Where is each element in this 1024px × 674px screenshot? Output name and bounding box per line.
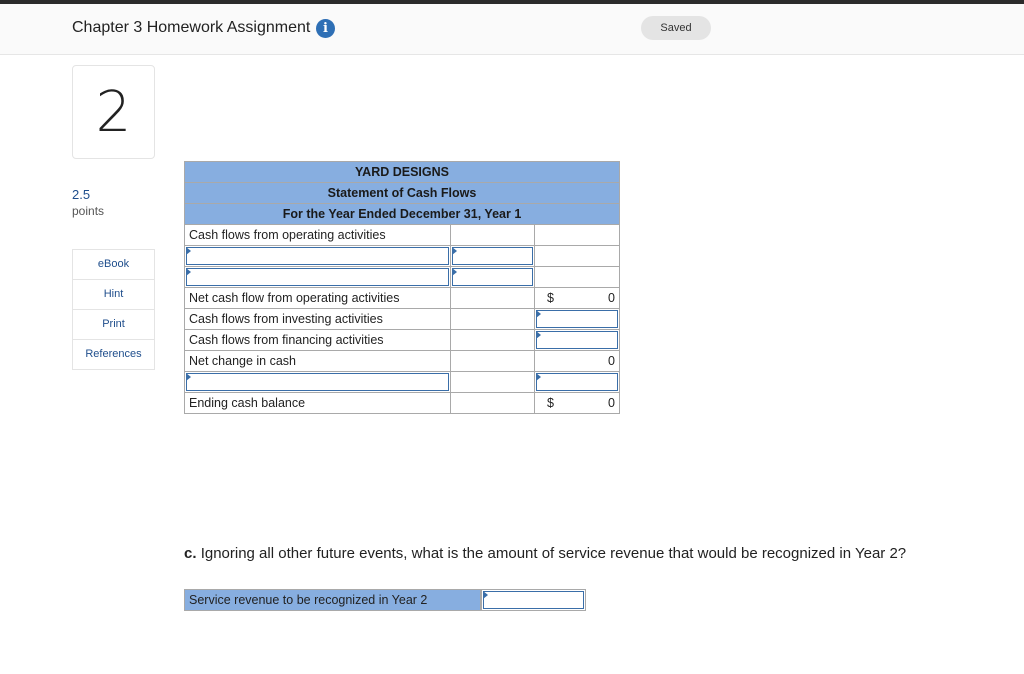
table-row: [185, 267, 620, 288]
ebook-link[interactable]: eBook: [73, 250, 154, 280]
question-number: 2: [95, 80, 132, 145]
service-revenue-label: Service revenue to be recognized in Year 2: [184, 589, 481, 611]
header: [0, 4, 1024, 55]
table-row: [185, 309, 620, 330]
net-operating-value: 0: [608, 291, 615, 305]
points-label: points: [72, 204, 105, 218]
table-row: [185, 288, 620, 309]
service-revenue-input[interactable]: [481, 589, 586, 611]
beginning-cash-amount-input[interactable]: [535, 372, 620, 393]
table-row: [185, 393, 620, 414]
ending-value: 0: [608, 396, 615, 410]
operating-item-2-amount-input[interactable]: [451, 267, 535, 288]
part-c-label: c.: [184, 545, 197, 562]
operating-item-1-amount-input[interactable]: [451, 246, 535, 267]
statement-name: Statement of Cash Flows: [185, 183, 620, 204]
financing-label: Cash flows from financing activities: [185, 330, 451, 351]
table-row: [185, 246, 620, 267]
net-operating-amount: [535, 288, 620, 309]
cash-flow-statement: [184, 161, 620, 414]
financing-amount-input[interactable]: [535, 330, 620, 351]
ending-label: Ending cash balance: [185, 393, 451, 414]
dollar-sign: $: [547, 291, 554, 305]
header-row: [185, 183, 620, 204]
question-number-box: [72, 65, 155, 159]
net-change-amount: [535, 351, 620, 372]
company-name: YARD DESIGNS: [185, 162, 620, 183]
print-link[interactable]: Print: [73, 310, 154, 340]
ending-amount: [535, 393, 620, 414]
points-value: 2.5: [72, 187, 91, 202]
beginning-cash-label-input[interactable]: [185, 372, 451, 393]
saved-badge: Saved: [641, 16, 711, 40]
table-row: [185, 351, 620, 372]
table-row: [185, 225, 620, 246]
operating-item-1-label-input[interactable]: [185, 246, 451, 267]
part-c-question: [184, 545, 906, 562]
header-row: [185, 204, 620, 225]
net-change-value: 0: [608, 354, 615, 368]
operating-item-2-label-input[interactable]: [185, 267, 451, 288]
part-c-text: Ignoring all other future events, what is the amount of service revenue that would be recognized in Year 2?: [200, 545, 907, 562]
net-change-label: Net change in cash: [185, 351, 451, 372]
operating-label: Cash flows from operating activities: [185, 225, 451, 246]
info-icon[interactable]: i: [316, 19, 335, 38]
investing-label: Cash flows from investing activities: [185, 309, 451, 330]
table-row: [185, 372, 620, 393]
statement-period: For the Year Ended December 31, Year 1: [185, 204, 620, 225]
side-links: [72, 249, 155, 370]
table-row: [185, 330, 620, 351]
dollar-sign: $: [547, 396, 554, 410]
hint-link[interactable]: Hint: [73, 280, 154, 310]
references-link[interactable]: References: [85, 348, 142, 360]
net-operating-label: Net cash flow from operating activities: [185, 288, 451, 309]
assignment-title: Chapter 3 Homework Assignment: [72, 19, 311, 36]
investing-amount-input[interactable]: [535, 309, 620, 330]
header-row: [185, 162, 620, 183]
